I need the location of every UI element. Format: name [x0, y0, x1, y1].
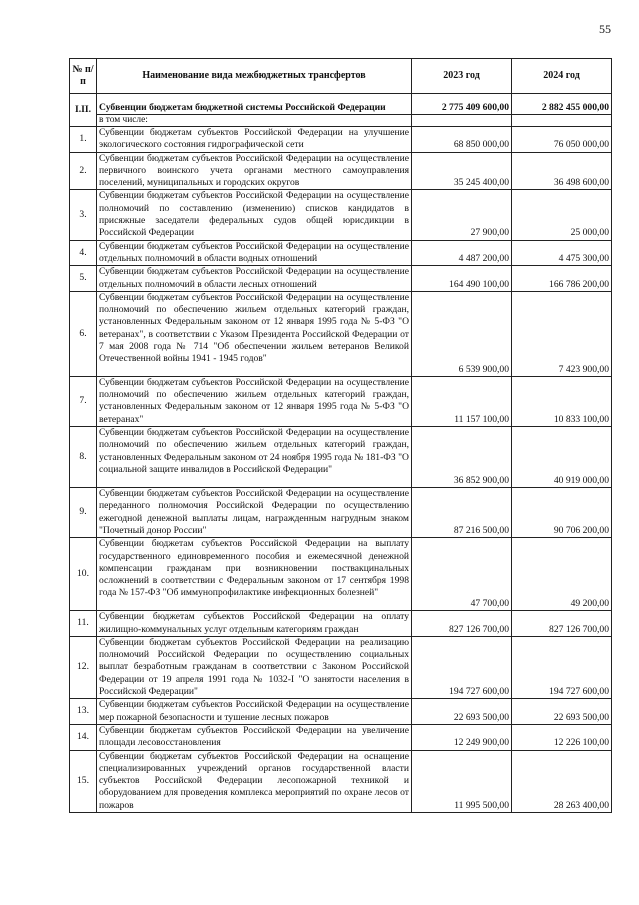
row-name: Субвенции бюджетам субъектов Российской Федерации на осуществление отдельных полномочий в области лесных отношений	[97, 266, 412, 292]
section-row	[70, 94, 612, 115]
row-num: 13.	[70, 699, 97, 725]
row-amount-2024: 36 498 600,00	[512, 152, 612, 190]
row-name: Субвенции бюджетам субъектов Российской Федерации на оплату жилищно-коммунальных услуг отдельным категориям граждан	[97, 611, 412, 637]
row-name: Субвенции бюджетам субъектов Российской Федерации на выплату государственного единовременного пособия и ежемесячной денежной компенсации гражданам при возникновении поствакцинальных осложнений в соответствии с Федеральным законом от 17 сентября 1998 года № 157-ФЗ "Об иммунопрофилактике инфекционных болезней"	[97, 538, 412, 611]
table-row	[70, 427, 612, 488]
row-num: 4.	[70, 240, 97, 266]
row-amount-2023: 36 852 900,00	[412, 427, 512, 488]
row-name: Субвенции бюджетам субъектов Российской Федерации на осуществление первичного воинского учета органами местного самоуправления поселений, муниципальных и городских округов	[97, 152, 412, 190]
row-num: 9.	[70, 488, 97, 538]
row-num: 6.	[70, 291, 97, 376]
row-num: 7.	[70, 376, 97, 426]
row-num: 5.	[70, 266, 97, 292]
row-amount-2023: 12 249 900,00	[412, 724, 512, 750]
table-row	[70, 636, 612, 698]
row-num: 8.	[70, 427, 97, 488]
row-num: 3.	[70, 190, 97, 240]
including-label: в том числе:	[97, 115, 412, 127]
row-amount-2023: 11 157 100,00	[412, 376, 512, 426]
row-num: 11.	[70, 611, 97, 637]
row-name: Субвенции бюджетам субъектов Российской Федерации на реализацию полномочий Российской Федерации по осуществлению социальных выплат безработным гражданам в соответствии с Законом Российской Федерации от 19 апреля 1991 года № 1032-I "О занятости населения в Российской Федерации"	[97, 636, 412, 698]
row-amount-2023: 4 487 200,00	[412, 240, 512, 266]
row-name: Субвенции бюджетам субъектов Российской Федерации на осуществление полномочий по обеспечению жильем отдельных категорий граждан, установленных Федеральным законом от 12 января 1995 года № 5-ФЗ "О ветеранах", в соответствии с Указом Президента Российской Федерации от 7 мая 2008 года № 714 "Об обеспечении жильем ветеранов Великой Отечественной войны 1941 - 1945 годов"	[97, 291, 412, 376]
row-amount-2023: 194 727 600,00	[412, 636, 512, 698]
transfers-table	[69, 58, 612, 813]
table-row	[70, 724, 612, 750]
table-row	[70, 127, 612, 153]
table-row	[70, 488, 612, 538]
row-name: Субвенции бюджетам субъектов Российской Федерации на осуществление полномочий по обеспечению жильем отдельных категорий граждан, установленных Федеральным законом от 24 ноября 1995 года № 181-ФЗ "О социальной защите инвалидов в Российской Федерации"	[97, 427, 412, 488]
row-num: 12.	[70, 636, 97, 698]
row-num: 10.	[70, 538, 97, 611]
row-num: 15.	[70, 750, 97, 812]
row-name: Субвенции бюджетам субъектов Российской Федерации на осуществление мер пожарной безопасности и тушение лесных пожаров	[97, 699, 412, 725]
row-amount-2024: 4 475 300,00	[512, 240, 612, 266]
section-total-2024: 2 882 455 000,00	[512, 94, 612, 115]
row-amount-2023: 164 490 100,00	[412, 266, 512, 292]
row-name: Субвенции бюджетам субъектов Российской Федерации на осуществление переданного полномочия Российской Федерации по осуществлению ежегодной денежной выплаты лицам, награжденным нагрудным знаком "Почетный донор России"	[97, 488, 412, 538]
row-name: Субвенции бюджетам субъектов Российской Федерации на осуществление полномочий по составлению (изменению) списков кандидатов в присяжные заседатели федеральных судов общей юрисдикции в Российской Федерации	[97, 190, 412, 240]
table-header-row	[70, 59, 612, 94]
row-name: Субвенции бюджетам субъектов Российской Федерации на осуществление отдельных полномочий в области водных отношений	[97, 240, 412, 266]
table-row	[70, 266, 612, 292]
row-amount-2023: 35 245 400,00	[412, 152, 512, 190]
table-row	[70, 291, 612, 376]
row-num: 2.	[70, 152, 97, 190]
row-amount-2024: 49 200,00	[512, 538, 612, 611]
row-amount-2023: 27 900,00	[412, 190, 512, 240]
table-row	[70, 611, 612, 637]
row-name: Субвенции бюджетам субъектов Российской Федерации на увеличение площади лесовосстановления	[97, 724, 412, 750]
row-num: 1.	[70, 127, 97, 153]
row-amount-2024: 25 000,00	[512, 190, 612, 240]
row-amount-2023: 87 216 500,00	[412, 488, 512, 538]
row-amount-2024: 7 423 900,00	[512, 291, 612, 376]
row-amount-2023: 6 539 900,00	[412, 291, 512, 376]
row-name: Субвенции бюджетам субъектов Российской Федерации на осуществление полномочий по обеспечению жильем отдельных категорий граждан, установленных Федеральным законом от 12 января 1995 года № 5-ФЗ "О ветеранах"	[97, 376, 412, 426]
header-year-2024: 2024 год	[512, 59, 612, 94]
row-amount-2023: 11 995 500,00	[412, 750, 512, 812]
page-number: 55	[599, 22, 611, 36]
row-amount-2023: 47 700,00	[412, 538, 512, 611]
row-name: Субвенции бюджетам субъектов Российской Федерации на улучшение экологического состояния гидрографической сети	[97, 127, 412, 153]
row-amount-2024: 28 263 400,00	[512, 750, 612, 812]
table-row	[70, 750, 612, 812]
row-amount-2023: 827 126 700,00	[412, 611, 512, 637]
table-row	[70, 240, 612, 266]
row-amount-2024: 22 693 500,00	[512, 699, 612, 725]
row-amount-2024: 166 786 200,00	[512, 266, 612, 292]
including-row	[70, 115, 612, 127]
table-row	[70, 152, 612, 190]
table-row	[70, 699, 612, 725]
row-amount-2024: 12 226 100,00	[512, 724, 612, 750]
row-num: 14.	[70, 724, 97, 750]
header-name: Наименование вида межбюджетных трансфертов	[97, 59, 412, 94]
section-num: I.II.	[70, 94, 97, 127]
row-amount-2024: 76 050 000,00	[512, 127, 612, 153]
table-row	[70, 376, 612, 426]
row-amount-2023: 22 693 500,00	[412, 699, 512, 725]
row-name: Субвенции бюджетам субъектов Российской Федерации на оснащение специализированных учреждений органов государственной власти субъектов Российской Федерации лесопожарной техникой и оборудованием для проведения комплекса мероприятий по охране лесов от пожаров	[97, 750, 412, 812]
row-amount-2023: 68 850 000,00	[412, 127, 512, 153]
table-body	[70, 94, 612, 813]
row-amount-2024: 40 919 000,00	[512, 427, 612, 488]
including-empty-2023	[412, 115, 512, 127]
header-year-2023: 2023 год	[412, 59, 512, 94]
row-amount-2024: 827 126 700,00	[512, 611, 612, 637]
row-amount-2024: 194 727 600,00	[512, 636, 612, 698]
table-row	[70, 538, 612, 611]
section-name: Субвенции бюджетам бюджетной системы Российской Федерации	[97, 94, 412, 115]
table-row	[70, 190, 612, 240]
row-amount-2024: 90 706 200,00	[512, 488, 612, 538]
including-empty-2024	[512, 115, 612, 127]
section-total-2023: 2 775 409 600,00	[412, 94, 512, 115]
header-num: № п/п	[70, 59, 97, 94]
row-amount-2024: 10 833 100,00	[512, 376, 612, 426]
